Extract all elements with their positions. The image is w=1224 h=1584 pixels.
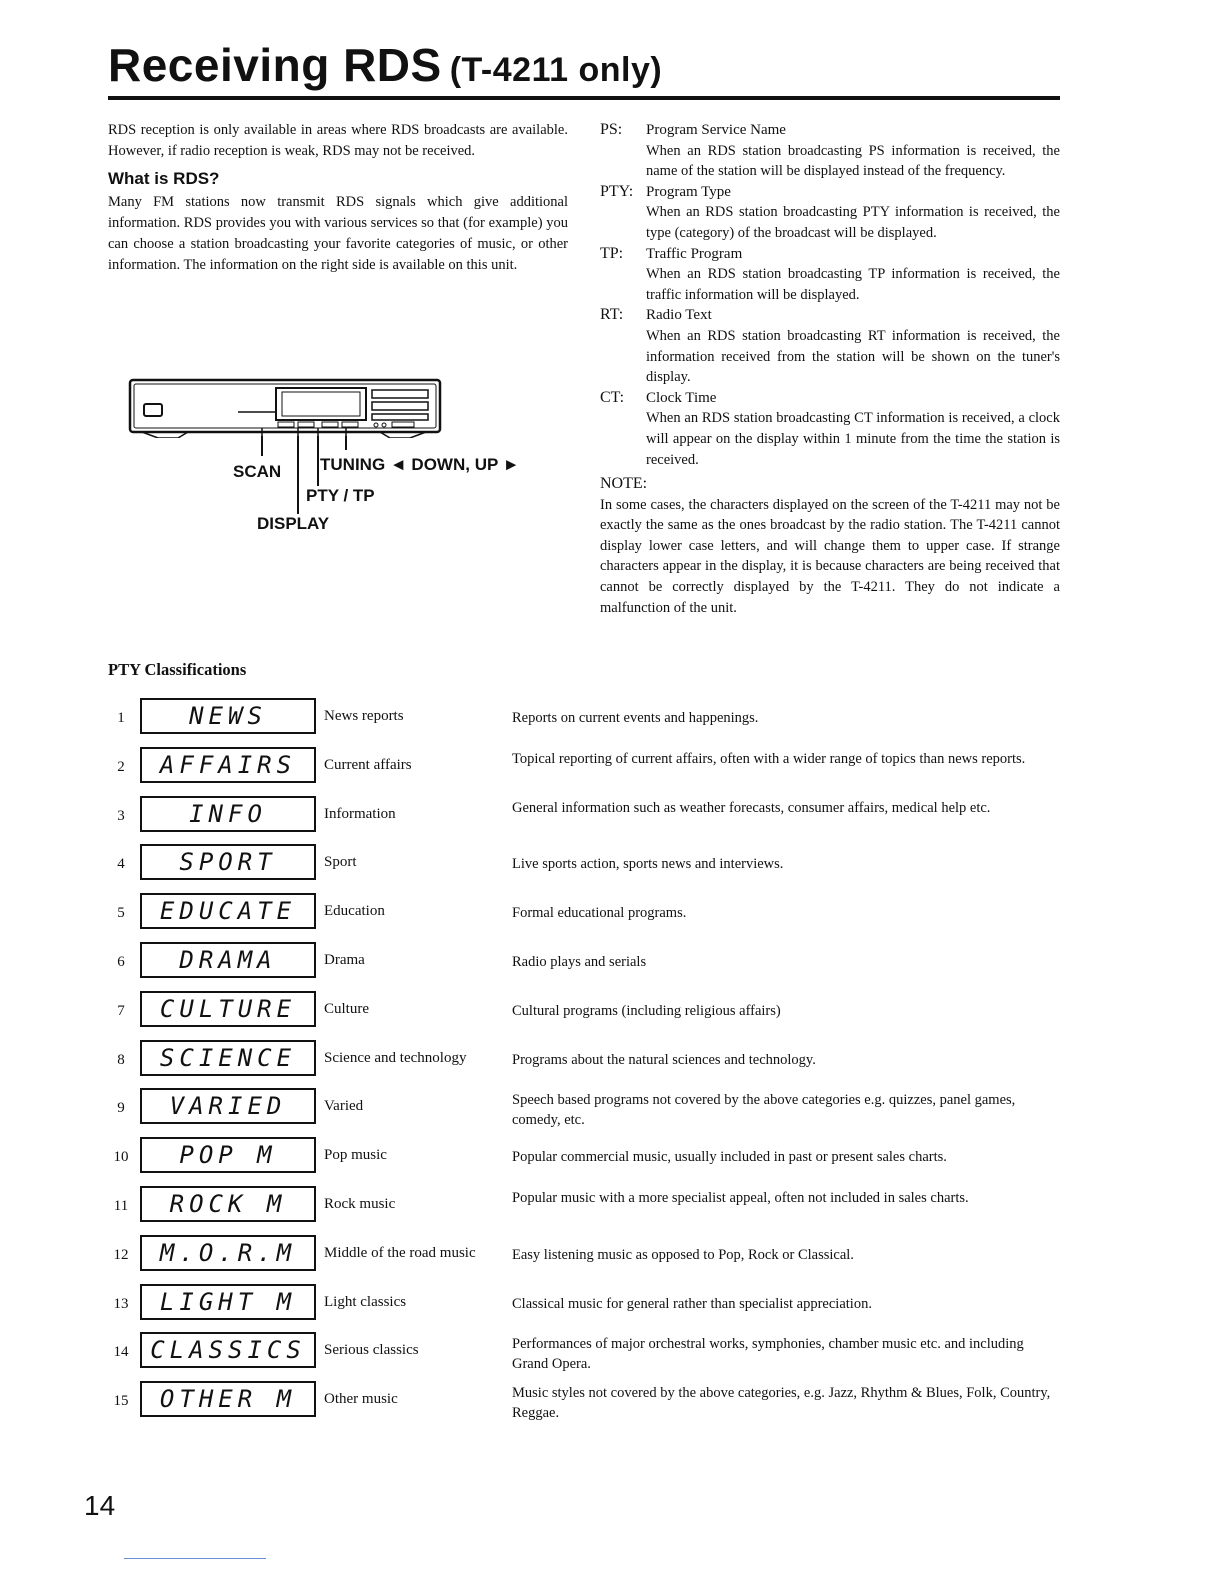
rds-item-description: When an RDS station broadcasting RT information is received, the information received from the station will be shown on the tuner's display. xyxy=(646,327,1060,386)
rds-item-description: When an RDS station broadcasting PTY information is received, the type (category) of the broadcast will be displayed. xyxy=(646,204,1060,241)
title-rule xyxy=(108,96,1060,100)
rds-item-name: Radio Text xyxy=(646,307,712,324)
rds-item-head xyxy=(600,305,1060,326)
pty-row xyxy=(108,1381,1060,1430)
note-text: In some cases, the characters displayed on the screen of the T-4211 may not be exactly the same as the ones broadcast by the radio station. The T-4211 cannot display lower case letters, and will change them to upper case. If strange characters appear in the display, it is because characters are being received that cannot be correctly displayed by the T-4211. They do not indicate a malfunction of the unit. xyxy=(600,496,1060,616)
rds-item-name: Program Type xyxy=(646,183,731,200)
pty-number: 2 xyxy=(117,758,125,775)
pty-description: Music styles not covered by the above categories, e.g. Jazz, Rhythm & Blues, Folk, Country, Reggae. xyxy=(512,1385,1051,1422)
rds-item-code: TP: xyxy=(600,244,624,262)
pty-display-box: OTHER M xyxy=(140,1381,316,1417)
pty-name: Drama xyxy=(324,951,365,968)
rds-item-description: When an RDS station broadcasting CT information is received, a clock will appear on the display within 1 minute from the time the station is received. xyxy=(646,410,1060,468)
pty-name: Middle of the road music xyxy=(324,1244,476,1261)
pty-name: Rock music xyxy=(324,1195,396,1212)
pty-number: 15 xyxy=(113,1393,129,1410)
page-number: 14 xyxy=(84,1490,116,1521)
tuner-front-panel-illustration xyxy=(128,376,458,438)
scan-label: SCAN xyxy=(233,462,282,481)
title-main: Receiving RDS xyxy=(108,39,442,91)
pty-description: Classical music for general rather than specialist appreciation. xyxy=(512,1295,872,1312)
rds-item-head xyxy=(600,388,1060,409)
pty-display-box: CLASSICS xyxy=(140,1332,316,1368)
pty-classification-table xyxy=(108,698,1060,1430)
pty-description: Radio plays and serials xyxy=(512,953,647,970)
pty-description: Performances of major orchestral works, symphonies, chamber music etc. and including Grand Opera. xyxy=(512,1336,1024,1373)
pty-row xyxy=(108,844,1060,893)
pty-number: 9 xyxy=(117,1100,125,1117)
rds-item xyxy=(600,244,1060,306)
pty-display-box: M.O.R.M xyxy=(140,1235,316,1271)
pty-classifications-heading: PTY Classifications xyxy=(108,660,247,679)
rds-item-name: Traffic Program xyxy=(646,245,743,262)
pty-name: Sport xyxy=(324,854,357,871)
pty-description: Programs about the natural sciences and technology. xyxy=(512,1051,816,1068)
pty-description: Reports on current events and happenings. xyxy=(512,710,759,726)
pty-number: 4 xyxy=(117,856,125,873)
pty-display-box: POP M xyxy=(140,1137,316,1173)
what-is-rds-paragraph: Many FM stations now transmit RDS signals which give additional information. RDS provides you with various services so that (for example) you can choose a station broadcasting your favorite categories of music, or other information. The information on the right side is available on this unit. xyxy=(108,194,568,273)
pty-row xyxy=(108,698,1060,747)
pty-display-box: ROCK M xyxy=(140,1186,316,1222)
pty-row xyxy=(108,1186,1060,1235)
pty-number: 14 xyxy=(113,1344,129,1361)
pty-row xyxy=(108,991,1060,1040)
pty-number: 12 xyxy=(113,1246,129,1263)
pty-description: Popular music with a more specialist appeal, often not included in sales charts. xyxy=(512,1189,969,1206)
rds-item-name: Clock Time xyxy=(646,389,717,406)
pty-number: 11 xyxy=(113,1197,129,1214)
pty-row xyxy=(108,1284,1060,1333)
right-column xyxy=(600,120,1060,618)
pty-number: 6 xyxy=(117,953,125,970)
pty-description: General information such as weather forecasts, consumer affairs, medical help etc. xyxy=(512,799,991,816)
pty-name: News reports xyxy=(324,708,404,724)
pty-row xyxy=(108,942,1060,991)
pty-tp-label: PTY / TP xyxy=(306,486,375,505)
rds-item xyxy=(600,182,1060,244)
pty-description: Popular commercial music, usually included in past or present sales charts. xyxy=(512,1149,947,1166)
pty-number: 10 xyxy=(113,1149,129,1166)
pty-display-box: VARIED xyxy=(140,1088,316,1124)
pty-description: Easy listening music as opposed to Pop, Rock or Classical. xyxy=(512,1246,854,1263)
pty-description: Live sports action, sports news and interviews. xyxy=(512,856,784,873)
rds-item-head xyxy=(600,120,1060,141)
pty-number: 3 xyxy=(117,807,125,824)
pty-name: Information xyxy=(324,805,396,822)
pty-description: Topical reporting of current affairs, often with a wider range of topics than news reports. xyxy=(512,750,1026,767)
pty-name: Other music xyxy=(324,1391,398,1408)
note-title: NOTE: xyxy=(600,475,648,493)
pty-display-box: INFO xyxy=(140,796,316,832)
pty-description: Speech based programs not covered by the above categories e.g. quizzes, panel games, comedy, etc. xyxy=(512,1092,1016,1129)
pty-display-box: NEWS xyxy=(140,698,316,734)
pty-display-box: SPORT xyxy=(140,844,316,880)
pty-row xyxy=(108,1235,1060,1284)
rds-item-head xyxy=(600,244,1060,265)
rds-item-code: PS: xyxy=(600,121,623,138)
pty-display-box: CULTURE xyxy=(140,991,316,1027)
rds-service-list xyxy=(600,120,1060,470)
display-label: DISPLAY xyxy=(257,514,330,533)
rds-item xyxy=(600,120,1060,182)
pty-name: Pop music xyxy=(324,1147,387,1164)
pty-number: 13 xyxy=(113,1295,129,1312)
pty-display-box: DRAMA xyxy=(140,942,316,978)
bottom-rule xyxy=(124,1558,266,1559)
pty-row xyxy=(108,1332,1060,1381)
pty-name: Culture xyxy=(324,1000,369,1017)
tuning-label: TUNING ◄ DOWN, UP ► xyxy=(320,455,520,474)
pty-number: 8 xyxy=(117,1051,125,1068)
pty-row xyxy=(108,1040,1060,1089)
pty-row xyxy=(108,1088,1060,1137)
pty-row xyxy=(108,1137,1060,1186)
rds-item xyxy=(600,388,1060,470)
rds-item-description: When an RDS station broadcasting TP information is received, the traffic information will be displayed. xyxy=(646,266,1060,303)
title-sub: (T-4211 only) xyxy=(449,51,663,89)
pty-name: Current affairs xyxy=(324,756,412,773)
intro-paragraph: RDS reception is only available in areas where RDS broadcasts are available. However, if radio reception is weak, RDS may not be received. xyxy=(108,122,568,159)
pty-description: Cultural programs (including religious affairs) xyxy=(512,1002,781,1019)
pty-description: Formal educational programs. xyxy=(512,905,687,922)
pty-number: 5 xyxy=(117,905,125,922)
pty-name: Varied xyxy=(324,1098,364,1115)
pty-row xyxy=(108,893,1060,942)
rds-item-head xyxy=(600,182,1060,203)
pty-display-box: SCIENCE xyxy=(140,1040,316,1076)
rds-item-code: RT: xyxy=(600,306,624,324)
what-is-rds-heading: What is RDS? xyxy=(108,169,220,188)
pty-number: 7 xyxy=(117,1002,125,1019)
pty-name: Education xyxy=(324,903,385,920)
pty-display-box: LIGHT M xyxy=(140,1284,316,1320)
left-column xyxy=(108,120,568,276)
pty-row xyxy=(108,747,1060,796)
pty-number: 1 xyxy=(117,710,125,726)
rds-item-code: CT: xyxy=(600,388,625,406)
rds-item-description: When an RDS station broadcasting PS information is received, the name of the station will be displayed instead of the frequency. xyxy=(646,142,1060,180)
rds-item-name: Program Service Name xyxy=(646,122,786,138)
pty-display-box: EDUCATE xyxy=(140,893,316,929)
pty-display-box: AFFAIRS xyxy=(140,747,316,783)
rds-item xyxy=(600,305,1060,387)
pty-name: Light classics xyxy=(324,1293,407,1310)
pty-name: Serious classics xyxy=(324,1342,419,1359)
rds-item-code: PTY: xyxy=(600,182,634,200)
page-title xyxy=(108,38,662,92)
pty-row xyxy=(108,796,1060,845)
pty-name: Science and technology xyxy=(324,1049,467,1066)
